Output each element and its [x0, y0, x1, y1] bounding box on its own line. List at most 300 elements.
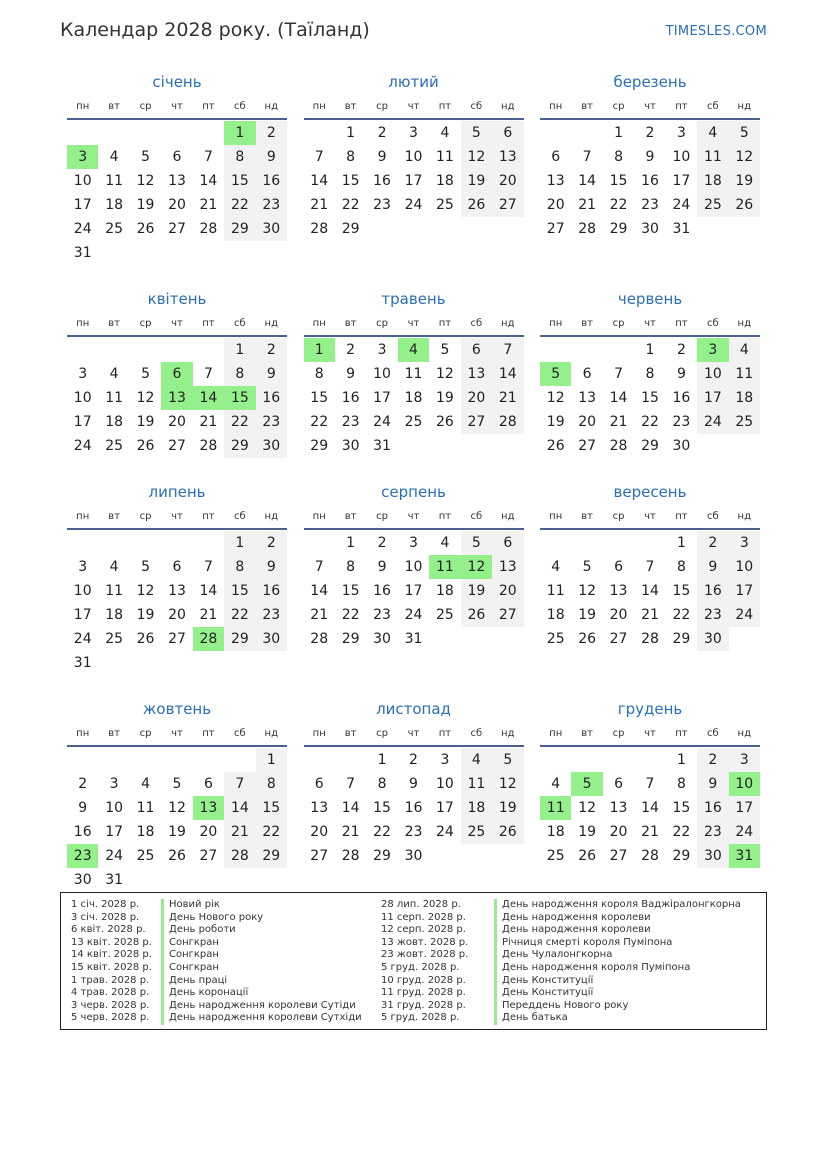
day-cell[interactable]: 8 [314, 366, 324, 382]
day-cell[interactable]: 8 [346, 559, 356, 575]
day-cell[interactable]: 8 [614, 149, 624, 165]
day-cell[interactable]: 7 [645, 776, 655, 792]
day-cell[interactable]: 19 [461, 579, 492, 603]
day-cell[interactable]: 3 [78, 366, 88, 382]
day-cell[interactable]: 16 [697, 796, 728, 820]
day-cell[interactable]: 13 [492, 555, 523, 579]
day-cell[interactable]: 20 [578, 414, 597, 430]
day-cell[interactable]: 28 [609, 438, 628, 454]
day-cell[interactable]: 24 [73, 221, 92, 237]
day-cell[interactable]: 7 [203, 559, 213, 575]
day-cell[interactable]: 23 [256, 410, 287, 434]
day-cell[interactable]: 22 [341, 197, 360, 213]
day-cell[interactable]: 20 [492, 579, 523, 603]
day-cell[interactable]: 19 [546, 414, 565, 430]
day-cell[interactable]: 15 [341, 173, 360, 189]
day-cell[interactable]: 18 [105, 607, 124, 623]
holiday-day-cell[interactable]: 13 [161, 386, 192, 410]
day-cell[interactable]: 10 [729, 555, 760, 579]
day-cell[interactable]: 28 [199, 221, 218, 237]
day-cell[interactable]: 26 [436, 414, 454, 430]
day-cell[interactable]: 26 [729, 193, 760, 217]
day-cell[interactable]: 11 [697, 145, 728, 169]
day-cell[interactable]: 19 [578, 607, 597, 623]
day-cell[interactable]: 23 [697, 820, 728, 844]
day-cell[interactable]: 23 [404, 824, 423, 840]
day-cell[interactable]: 14 [341, 800, 360, 816]
day-cell[interactable]: 12 [436, 366, 454, 382]
day-cell[interactable]: 31 [404, 631, 423, 647]
day-cell[interactable]: 13 [168, 173, 186, 189]
day-cell[interactable]: 6 [614, 559, 624, 575]
day-cell[interactable]: 13 [609, 583, 628, 599]
day-cell[interactable]: 26 [168, 848, 186, 864]
day-cell[interactable]: 27 [609, 848, 628, 864]
day-cell[interactable]: 2 [377, 125, 387, 141]
day-cell[interactable]: 25 [729, 410, 760, 434]
day-cell[interactable]: 24 [436, 824, 454, 840]
day-cell[interactable]: 11 [729, 362, 760, 386]
day-cell[interactable]: 3 [729, 748, 760, 772]
day-cell[interactable]: 27 [492, 193, 523, 217]
day-cell[interactable]: 18 [105, 197, 124, 213]
day-cell[interactable]: 27 [168, 221, 186, 237]
day-cell[interactable]: 6 [172, 559, 182, 575]
day-cell[interactable]: 2 [676, 342, 686, 358]
day-cell[interactable]: 6 [582, 366, 592, 382]
day-cell[interactable]: 17 [404, 583, 423, 599]
day-cell[interactable]: 7 [203, 149, 213, 165]
day-cell[interactable]: 22 [224, 410, 255, 434]
day-cell[interactable]: 27 [199, 848, 218, 864]
day-cell[interactable]: 16 [256, 169, 287, 193]
holiday-day-cell[interactable]: 3 [67, 145, 98, 169]
holiday-day-cell[interactable]: 10 [729, 772, 760, 796]
day-cell[interactable]: 3 [409, 125, 418, 141]
day-cell[interactable]: 27 [310, 848, 329, 864]
day-cell[interactable]: 10 [73, 583, 92, 599]
day-cell[interactable]: 15 [672, 800, 691, 816]
day-cell[interactable]: 8 [377, 776, 387, 792]
day-cell[interactable]: 1 [614, 125, 624, 141]
day-cell[interactable]: 16 [641, 173, 659, 189]
day-cell[interactable]: 29 [641, 438, 659, 454]
day-cell[interactable]: 31 [105, 872, 124, 888]
holiday-day-cell[interactable]: 5 [540, 362, 571, 386]
day-cell[interactable]: 11 [436, 149, 454, 165]
day-cell[interactable]: 9 [697, 772, 728, 796]
day-cell[interactable]: 3 [377, 342, 387, 358]
day-cell[interactable]: 26 [136, 631, 155, 647]
day-cell[interactable]: 22 [609, 197, 628, 213]
day-cell[interactable]: 19 [578, 824, 597, 840]
day-cell[interactable]: 15 [256, 796, 287, 820]
day-cell[interactable]: 29 [341, 221, 360, 237]
day-cell[interactable]: 10 [404, 149, 423, 165]
day-cell[interactable]: 12 [492, 772, 523, 796]
day-cell[interactable]: 1 [224, 338, 255, 362]
day-cell[interactable]: 30 [256, 434, 287, 458]
day-cell[interactable]: 19 [492, 796, 523, 820]
day-cell[interactable]: 8 [256, 772, 287, 796]
day-cell[interactable]: 22 [224, 603, 255, 627]
day-cell[interactable]: 1 [346, 535, 356, 551]
day-cell[interactable]: 20 [199, 824, 218, 840]
day-cell[interactable]: 22 [672, 607, 691, 623]
day-cell[interactable]: 7 [582, 149, 592, 165]
day-cell[interactable]: 7 [314, 559, 324, 575]
day-cell[interactable]: 29 [672, 848, 691, 864]
day-cell[interactable]: 12 [578, 800, 597, 816]
day-cell[interactable]: 6 [551, 149, 561, 165]
day-cell[interactable]: 7 [314, 149, 324, 165]
holiday-day-cell[interactable]: 11 [540, 796, 571, 820]
day-cell[interactable]: 5 [461, 531, 492, 555]
day-cell[interactable]: 23 [373, 197, 391, 213]
day-cell[interactable]: 4 [440, 125, 450, 141]
day-cell[interactable]: 16 [697, 579, 728, 603]
day-cell[interactable]: 5 [729, 121, 760, 145]
day-cell[interactable]: 17 [73, 197, 92, 213]
day-cell[interactable]: 12 [729, 145, 760, 169]
day-cell[interactable]: 23 [641, 197, 659, 213]
day-cell[interactable]: 24 [729, 603, 760, 627]
day-cell[interactable]: 21 [341, 824, 360, 840]
holiday-day-cell[interactable]: 12 [461, 555, 492, 579]
day-cell[interactable]: 21 [199, 414, 218, 430]
day-cell[interactable]: 21 [641, 824, 659, 840]
day-cell[interactable]: 25 [697, 193, 728, 217]
day-cell[interactable]: 23 [256, 193, 287, 217]
day-cell[interactable]: 29 [224, 217, 255, 241]
day-cell[interactable]: 28 [641, 631, 659, 647]
day-cell[interactable]: 31 [73, 245, 92, 261]
day-cell[interactable]: 28 [341, 848, 360, 864]
day-cell[interactable]: 4 [141, 776, 151, 792]
day-cell[interactable]: 19 [168, 824, 186, 840]
day-cell[interactable]: 1 [346, 125, 356, 141]
day-cell[interactable]: 25 [436, 197, 454, 213]
day-cell[interactable]: 24 [105, 848, 124, 864]
day-cell[interactable]: 1 [676, 535, 686, 551]
day-cell[interactable]: 11 [105, 390, 124, 406]
day-cell[interactable]: 1 [256, 748, 287, 772]
day-cell[interactable]: 15 [373, 800, 391, 816]
day-cell[interactable]: 2 [697, 531, 728, 555]
day-cell[interactable]: 8 [676, 559, 686, 575]
day-cell[interactable]: 6 [314, 776, 324, 792]
day-cell[interactable]: 10 [436, 776, 454, 792]
day-cell[interactable]: 28 [641, 848, 659, 864]
day-cell[interactable]: 12 [461, 145, 492, 169]
day-cell[interactable]: 23 [256, 603, 287, 627]
day-cell[interactable]: 3 [409, 535, 418, 551]
day-cell[interactable]: 17 [729, 579, 760, 603]
day-cell[interactable]: 4 [109, 559, 119, 575]
day-cell[interactable]: 24 [729, 820, 760, 844]
day-cell[interactable]: 6 [203, 776, 213, 792]
day-cell[interactable]: 9 [256, 555, 287, 579]
day-cell[interactable]: 30 [697, 844, 728, 868]
day-cell[interactable]: 4 [697, 121, 728, 145]
day-cell[interactable]: 2 [645, 125, 655, 141]
day-cell[interactable]: 11 [105, 583, 124, 599]
day-cell[interactable]: 14 [199, 173, 218, 189]
day-cell[interactable]: 13 [546, 173, 565, 189]
day-cell[interactable]: 27 [492, 603, 523, 627]
day-cell[interactable]: 4 [109, 366, 119, 382]
day-cell[interactable]: 22 [224, 193, 255, 217]
day-cell[interactable]: 12 [578, 583, 597, 599]
day-cell[interactable]: 11 [546, 583, 565, 599]
holiday-day-cell[interactable]: 4 [398, 338, 429, 362]
day-cell[interactable]: 9 [377, 149, 387, 165]
day-cell[interactable]: 5 [492, 748, 523, 772]
day-cell[interactable]: 5 [582, 559, 592, 575]
day-cell[interactable]: 7 [492, 338, 523, 362]
day-cell[interactable]: 6 [492, 121, 523, 145]
day-cell[interactable]: 6 [461, 338, 492, 362]
day-cell[interactable]: 28 [492, 410, 523, 434]
day-cell[interactable]: 26 [461, 603, 492, 627]
day-cell[interactable]: 25 [436, 607, 454, 623]
day-cell[interactable]: 26 [492, 820, 523, 844]
day-cell[interactable]: 19 [729, 169, 760, 193]
day-cell[interactable]: 30 [341, 438, 360, 454]
day-cell[interactable]: 18 [105, 414, 124, 430]
day-cell[interactable]: 18 [546, 607, 565, 623]
day-cell[interactable]: 7 [203, 366, 213, 382]
day-cell[interactable]: 14 [310, 173, 329, 189]
day-cell[interactable]: 27 [578, 438, 597, 454]
day-cell[interactable]: 12 [546, 390, 565, 406]
day-cell[interactable]: 15 [641, 390, 659, 406]
day-cell[interactable]: 18 [436, 583, 454, 599]
day-cell[interactable]: 10 [404, 559, 423, 575]
day-cell[interactable]: 25 [136, 848, 155, 864]
day-cell[interactable]: 20 [609, 824, 628, 840]
day-cell[interactable]: 21 [310, 607, 329, 623]
day-cell[interactable]: 13 [310, 800, 329, 816]
day-cell[interactable]: 16 [73, 824, 92, 840]
day-cell[interactable]: 14 [641, 800, 659, 816]
day-cell[interactable]: 15 [224, 169, 255, 193]
day-cell[interactable]: 22 [373, 824, 391, 840]
day-cell[interactable]: 28 [199, 438, 218, 454]
day-cell[interactable]: 4 [551, 559, 561, 575]
day-cell[interactable]: 27 [546, 221, 565, 237]
day-cell[interactable]: 17 [672, 173, 691, 189]
day-cell[interactable]: 10 [672, 149, 691, 165]
day-cell[interactable]: 13 [168, 583, 186, 599]
day-cell[interactable]: 20 [461, 386, 492, 410]
day-cell[interactable]: 30 [404, 848, 423, 864]
day-cell[interactable]: 17 [73, 607, 92, 623]
day-cell[interactable]: 11 [136, 800, 155, 816]
day-cell[interactable]: 4 [729, 338, 760, 362]
day-cell[interactable]: 31 [373, 438, 391, 454]
day-cell[interactable]: 12 [136, 390, 155, 406]
day-cell[interactable]: 3 [729, 531, 760, 555]
day-cell[interactable]: 9 [409, 776, 418, 792]
day-cell[interactable]: 9 [256, 362, 287, 386]
day-cell[interactable]: 17 [105, 824, 124, 840]
day-cell[interactable]: 21 [199, 607, 218, 623]
day-cell[interactable]: 5 [172, 776, 182, 792]
day-cell[interactable]: 2 [78, 776, 88, 792]
day-cell[interactable]: 3 [676, 125, 686, 141]
holiday-day-cell[interactable]: 1 [224, 121, 255, 145]
day-cell[interactable]: 25 [461, 820, 492, 844]
day-cell[interactable]: 3 [78, 559, 88, 575]
day-cell[interactable]: 6 [614, 776, 624, 792]
day-cell[interactable]: 26 [546, 438, 565, 454]
day-cell[interactable]: 16 [373, 583, 391, 599]
day-cell[interactable]: 9 [346, 366, 356, 382]
day-cell[interactable]: 22 [641, 414, 659, 430]
day-cell[interactable]: 10 [73, 173, 92, 189]
day-cell[interactable]: 19 [436, 390, 454, 406]
day-cell[interactable]: 30 [256, 217, 287, 241]
day-cell[interactable]: 8 [224, 145, 255, 169]
day-cell[interactable]: 23 [373, 607, 391, 623]
day-cell[interactable]: 22 [672, 824, 691, 840]
day-cell[interactable]: 7 [614, 366, 624, 382]
day-cell[interactable]: 26 [136, 221, 155, 237]
holiday-day-cell[interactable]: 31 [729, 844, 760, 868]
day-cell[interactable]: 2 [256, 531, 287, 555]
day-cell[interactable]: 24 [697, 410, 728, 434]
holiday-day-cell[interactable]: 3 [697, 338, 728, 362]
day-cell[interactable]: 25 [105, 221, 124, 237]
day-cell[interactable]: 4 [461, 748, 492, 772]
day-cell[interactable]: 2 [346, 342, 356, 358]
day-cell[interactable]: 18 [404, 390, 423, 406]
day-cell[interactable]: 11 [404, 366, 423, 382]
day-cell[interactable]: 1 [224, 531, 255, 555]
holiday-day-cell[interactable]: 6 [161, 362, 192, 386]
day-cell[interactable]: 30 [73, 872, 92, 888]
day-cell[interactable]: 20 [492, 169, 523, 193]
day-cell[interactable]: 15 [609, 173, 628, 189]
day-cell[interactable]: 27 [168, 631, 186, 647]
day-cell[interactable]: 20 [609, 607, 628, 623]
day-cell[interactable]: 25 [546, 848, 565, 864]
day-cell[interactable]: 24 [404, 197, 423, 213]
day-cell[interactable]: 7 [224, 772, 255, 796]
day-cell[interactable]: 26 [578, 848, 597, 864]
day-cell[interactable]: 16 [256, 386, 287, 410]
day-cell[interactable]: 20 [310, 824, 329, 840]
day-cell[interactable]: 2 [256, 121, 287, 145]
day-cell[interactable]: 12 [136, 173, 155, 189]
day-cell[interactable]: 7 [645, 559, 655, 575]
day-cell[interactable]: 15 [341, 583, 360, 599]
day-cell[interactable]: 24 [404, 607, 423, 623]
day-cell[interactable]: 25 [546, 631, 565, 647]
day-cell[interactable]: 29 [609, 221, 628, 237]
day-cell[interactable]: 4 [109, 149, 119, 165]
day-cell[interactable]: 8 [346, 149, 356, 165]
day-cell[interactable]: 21 [492, 386, 523, 410]
day-cell[interactable]: 23 [697, 603, 728, 627]
day-cell[interactable]: 14 [310, 583, 329, 599]
day-cell[interactable]: 3 [109, 776, 119, 792]
day-cell[interactable]: 16 [373, 173, 391, 189]
day-cell[interactable]: 19 [136, 607, 155, 623]
day-cell[interactable]: 31 [73, 655, 92, 671]
day-cell[interactable]: 14 [492, 362, 523, 386]
day-cell[interactable]: 15 [672, 583, 691, 599]
day-cell[interactable]: 5 [461, 121, 492, 145]
day-cell[interactable]: 30 [697, 627, 728, 651]
holiday-day-cell[interactable]: 23 [67, 844, 98, 868]
day-cell[interactable]: 6 [492, 531, 523, 555]
day-cell[interactable]: 9 [377, 559, 387, 575]
day-cell[interactable]: 26 [136, 438, 155, 454]
day-cell[interactable]: 21 [578, 197, 597, 213]
day-cell[interactable]: 1 [676, 752, 686, 768]
day-cell[interactable]: 9 [256, 145, 287, 169]
day-cell[interactable]: 25 [105, 631, 124, 647]
day-cell[interactable]: 17 [404, 173, 423, 189]
holiday-day-cell[interactable]: 15 [224, 386, 255, 410]
day-cell[interactable]: 4 [440, 535, 450, 551]
holiday-day-cell[interactable]: 11 [429, 555, 460, 579]
day-cell[interactable]: 26 [461, 193, 492, 217]
day-cell[interactable]: 11 [461, 772, 492, 796]
day-cell[interactable]: 24 [73, 631, 92, 647]
day-cell[interactable]: 29 [224, 627, 255, 651]
day-cell[interactable]: 5 [141, 559, 151, 575]
day-cell[interactable]: 18 [436, 173, 454, 189]
day-cell[interactable]: 10 [373, 366, 391, 382]
day-cell[interactable]: 12 [168, 800, 186, 816]
day-cell[interactable]: 10 [105, 800, 124, 816]
day-cell[interactable]: 20 [168, 607, 186, 623]
holiday-day-cell[interactable]: 14 [193, 386, 224, 410]
day-cell[interactable]: 27 [168, 438, 186, 454]
day-cell[interactable]: 20 [546, 197, 565, 213]
day-cell[interactable]: 8 [676, 776, 686, 792]
day-cell[interactable]: 14 [641, 583, 659, 599]
day-cell[interactable]: 13 [578, 390, 597, 406]
day-cell[interactable]: 29 [672, 631, 691, 647]
day-cell[interactable]: 15 [310, 390, 329, 406]
day-cell[interactable]: 17 [73, 414, 92, 430]
day-cell[interactable]: 2 [697, 748, 728, 772]
day-cell[interactable]: 28 [578, 221, 597, 237]
day-cell[interactable]: 22 [310, 414, 329, 430]
day-cell[interactable]: 19 [461, 169, 492, 193]
day-cell[interactable]: 30 [256, 627, 287, 651]
day-cell[interactable]: 14 [578, 173, 597, 189]
day-cell[interactable]: 31 [672, 221, 691, 237]
day-cell[interactable]: 8 [224, 555, 255, 579]
day-cell[interactable]: 18 [136, 824, 155, 840]
day-cell[interactable]: 26 [578, 631, 597, 647]
day-cell[interactable]: 29 [310, 438, 329, 454]
day-cell[interactable]: 18 [461, 796, 492, 820]
day-cell[interactable]: 30 [641, 221, 659, 237]
day-cell[interactable]: 23 [341, 414, 360, 430]
day-cell[interactable]: 10 [697, 362, 728, 386]
day-cell[interactable]: 27 [461, 410, 492, 434]
day-cell[interactable]: 21 [310, 197, 329, 213]
holiday-day-cell[interactable]: 28 [193, 627, 224, 651]
day-cell[interactable]: 27 [609, 631, 628, 647]
day-cell[interactable]: 13 [609, 800, 628, 816]
